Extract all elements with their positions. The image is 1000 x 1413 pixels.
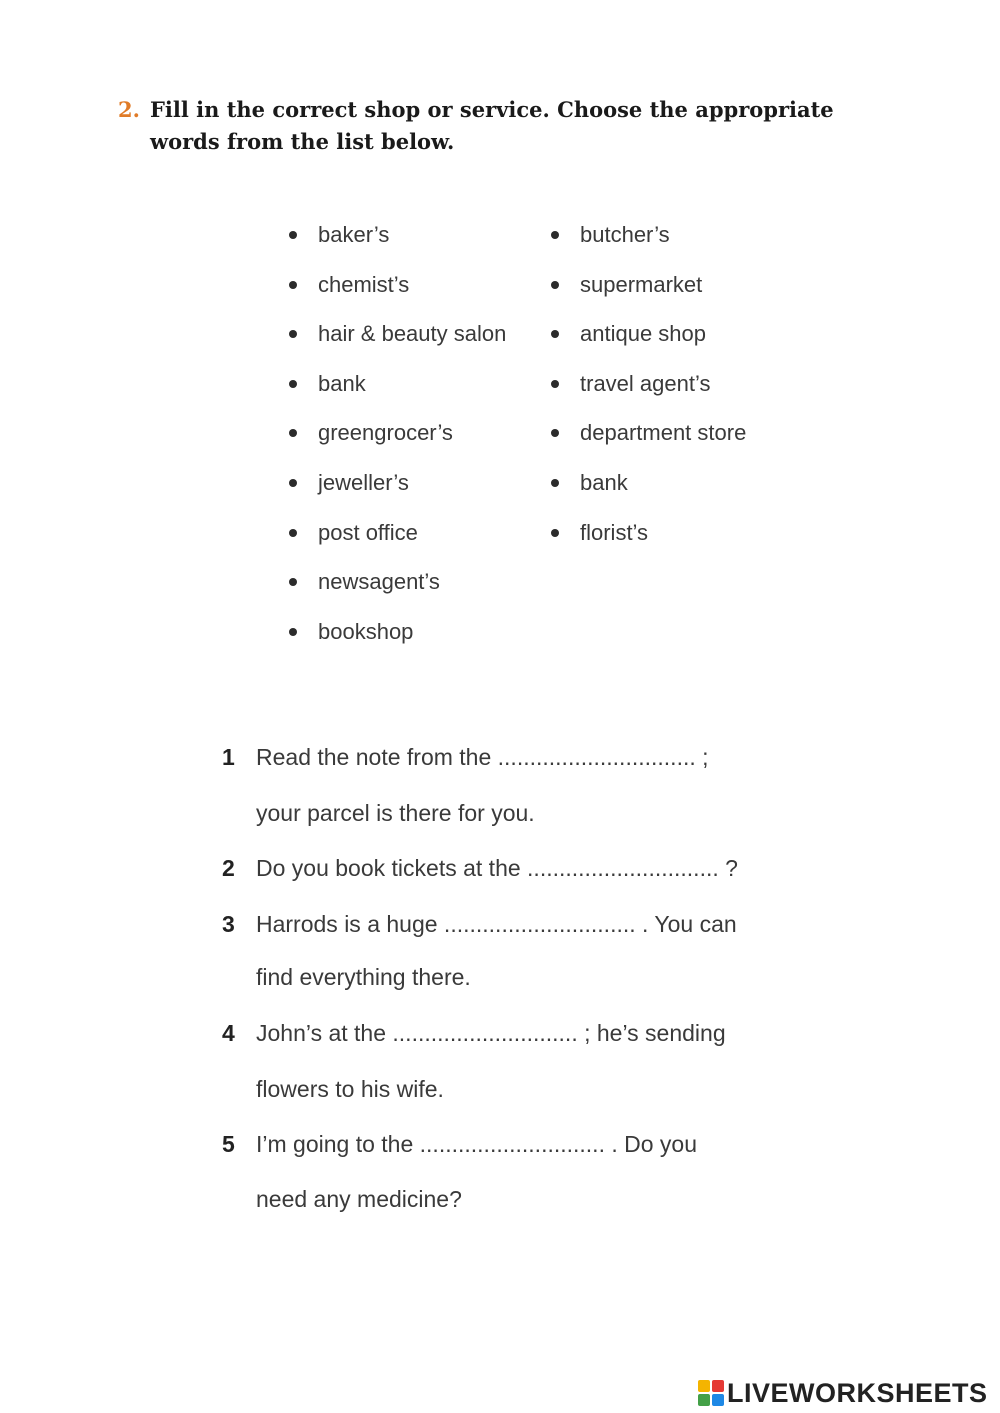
bullet-icon [551, 429, 559, 437]
bullet-icon [551, 529, 559, 537]
question-text: Read the note from the ............................... ; [256, 744, 709, 770]
liveworksheets-mark-icon [698, 1380, 724, 1406]
word-list-item: baker’s [288, 218, 506, 268]
word-list-item: post office [288, 516, 506, 566]
word-list-item: hair & beauty salon [288, 317, 506, 367]
bullet-icon [289, 479, 297, 487]
question-number: 1 [222, 744, 235, 770]
bullet-icon [289, 429, 297, 437]
exercise-heading [118, 94, 878, 158]
bullet-icon [551, 330, 559, 338]
bullet-icon [551, 231, 559, 239]
word-list-item: bookshop [288, 615, 506, 665]
word-list-item: travel agent’s [550, 367, 746, 417]
question-number: 4 [222, 1020, 235, 1046]
bullet-icon [289, 628, 297, 636]
question-5-continuation: need any medicine? [256, 1186, 462, 1212]
question-3 [222, 911, 737, 938]
bullet-icon [289, 578, 297, 586]
word-list-item: department store [550, 416, 746, 466]
word-list-item: greengrocer’s [288, 416, 506, 466]
question-1 [222, 744, 709, 771]
word-list-item: bank [550, 466, 746, 516]
bullet-icon [289, 330, 297, 338]
question-number: 5 [222, 1131, 235, 1157]
word-list-right [550, 218, 746, 565]
question-4 [222, 1020, 726, 1047]
bullet-icon [289, 231, 297, 239]
exercise-instruction: Fill in the correct shop or service. Choose the appropriate words from the list below. [150, 97, 834, 154]
bullet-icon [289, 380, 297, 388]
bullet-icon [289, 281, 297, 289]
bullet-icon [289, 529, 297, 537]
word-list-item: newsagent’s [288, 565, 506, 615]
bullet-icon [551, 281, 559, 289]
question-number: 3 [222, 911, 235, 937]
question-text: Harrods is a huge .............................. . You can [256, 911, 737, 937]
word-list-item: bank [288, 367, 506, 417]
word-list-item: supermarket [550, 268, 746, 318]
question-text: John’s at the ............................. ; he’s sending [256, 1020, 726, 1046]
word-list-item: florist’s [550, 516, 746, 566]
question-2 [222, 855, 738, 882]
word-list-item: antique shop [550, 317, 746, 367]
question-5 [222, 1131, 697, 1158]
word-list-left [288, 218, 506, 664]
question-text: I’m going to the ............................. . Do you [256, 1131, 698, 1157]
liveworksheets-logo [698, 1376, 988, 1410]
question-text: Do you book tickets at the .............................. ? [256, 855, 738, 881]
word-list-item: jeweller’s [288, 466, 506, 516]
question-1-continuation: your parcel is there for you. [256, 800, 535, 826]
bullet-icon [551, 479, 559, 487]
exercise-number: 2. [118, 97, 140, 122]
question-number: 2 [222, 855, 235, 881]
liveworksheets-wordmark: LIVEWORKSHEETS [727, 1377, 988, 1408]
word-list-item: butcher’s [550, 218, 746, 268]
question-3-continuation: find everything there. [256, 964, 471, 990]
word-list-item: chemist’s [288, 268, 506, 318]
question-4-continuation: flowers to his wife. [256, 1076, 444, 1102]
bullet-icon [551, 380, 559, 388]
